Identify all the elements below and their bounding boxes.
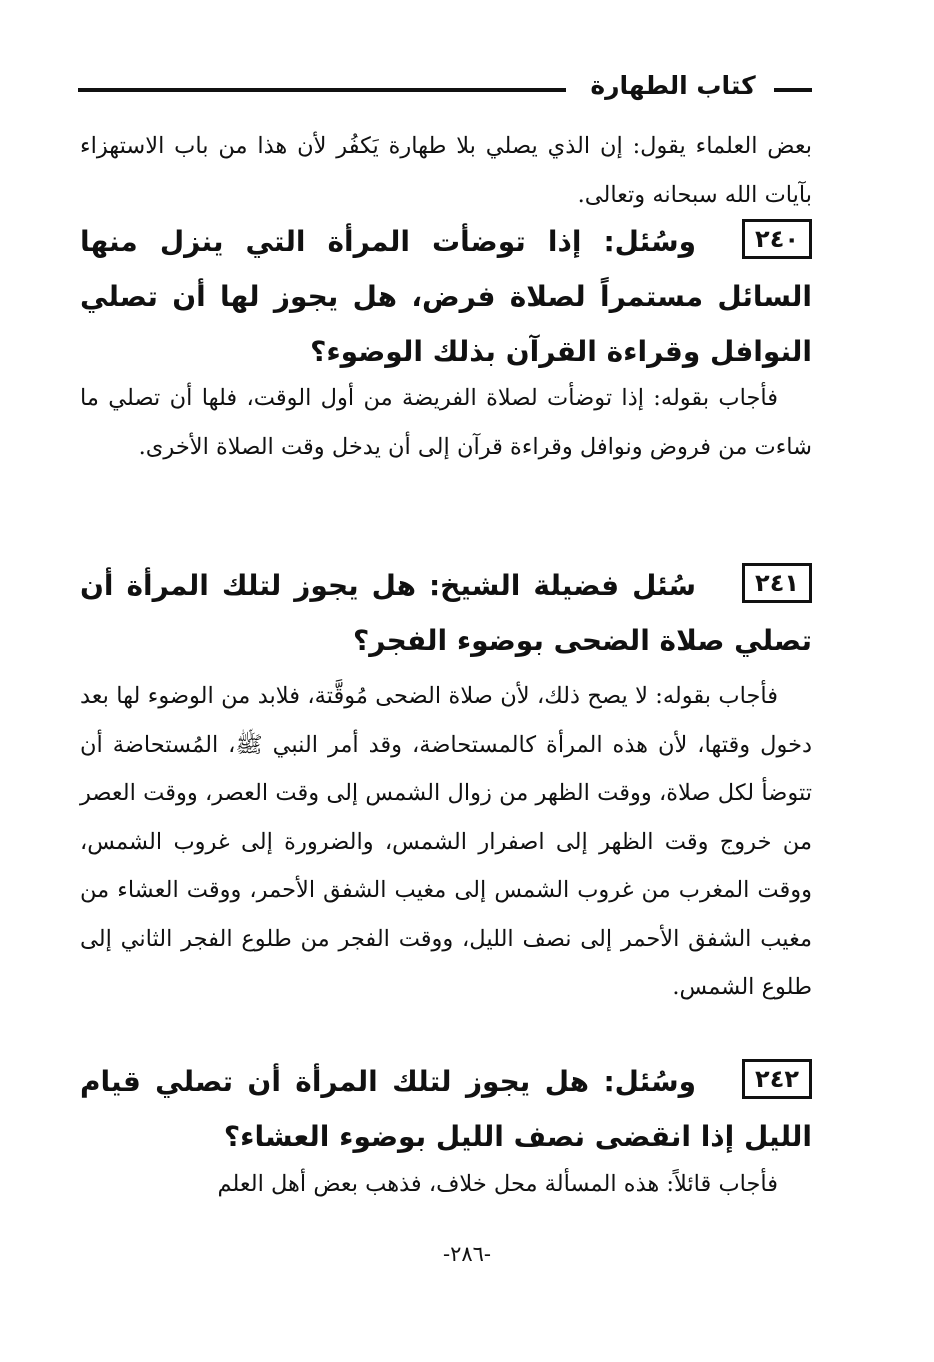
running-header (78, 66, 812, 106)
question-240 (80, 214, 812, 379)
page-number: -٢٨٦- (442, 1242, 492, 1266)
header-rule-long (78, 88, 566, 92)
question-242 (80, 1054, 812, 1164)
question-number-242: ٢٤٢ (742, 1059, 812, 1099)
question-text: وسُئل: هل يجوز لتلك المرأة أن تصلي قيام الليل إذا انقضى نصف الليل بوضوء العشاء؟ (80, 1065, 812, 1153)
question-number-240: ٢٤٠ (742, 219, 812, 259)
intro-paragraph: بعض العلماء يقول: إن الذي يصلي بلا طهارة يَكفُر لأن هذا من باب الاستهزاء بآيات الله سبحانه وتعالى. (80, 133, 812, 208)
question-text: سُئل فضيلة الشيخ: هل يجوز لتلك المرأة أن تصلي صلاة الضحى بوضوء الفجر؟ (80, 569, 812, 657)
question-text: وسُئل: إذا توضأت المرأة التي ينزل منها السائل مستمراً لصلاة فرض، هل يجوز لها أن تصلي النوافل وقراءة القرآن بذلك الوضوء؟ (80, 225, 812, 368)
chapter-title: كتاب الطهارة (590, 71, 756, 100)
question-241 (80, 558, 812, 668)
answer-241: فأجاب بقوله: لا يصح ذلك، لأن صلاة الضحى مُوقَّتة، فلابد من الوضوء لها بعد دخول وقتها، لأن هذه المرأة كالمستحاضة، وقد أمر النبي ﷺ، المُستحاضة أن تتوضأ لكل صلاة، ووقت الظهر من زوال الشمس إلى وقت العصر، ووقت العصر من خروج وقت الظهر إلى اصفرار الشمس، والضرورة إلى غروب الشمس، ووقت المغرب من غروب الشمس إلى مغيب الشفق الأحمر، ووقت العشاء من مغيب الشفق الأحمر إلى نصف الليل، ووقت الفجر من طلوع الفجر الثاني إلى طلوع الشمس. (80, 683, 812, 1000)
header-rule-short (774, 88, 812, 92)
question-number-241: ٢٤١ (742, 563, 812, 603)
answer-242: فأجاب قائلاً: هذه المسألة محل خلاف، فذهب بعض أهل العلم (217, 1171, 778, 1197)
answer-240: فأجاب بقوله: إذا توضأت لصلاة الفريضة من أول الوقت، فلها أن تصلي ما شاءت من فروض ونوافل وقراءة قرآن إلى أن يدخل وقت الصلاة الأخرى. (80, 385, 812, 460)
